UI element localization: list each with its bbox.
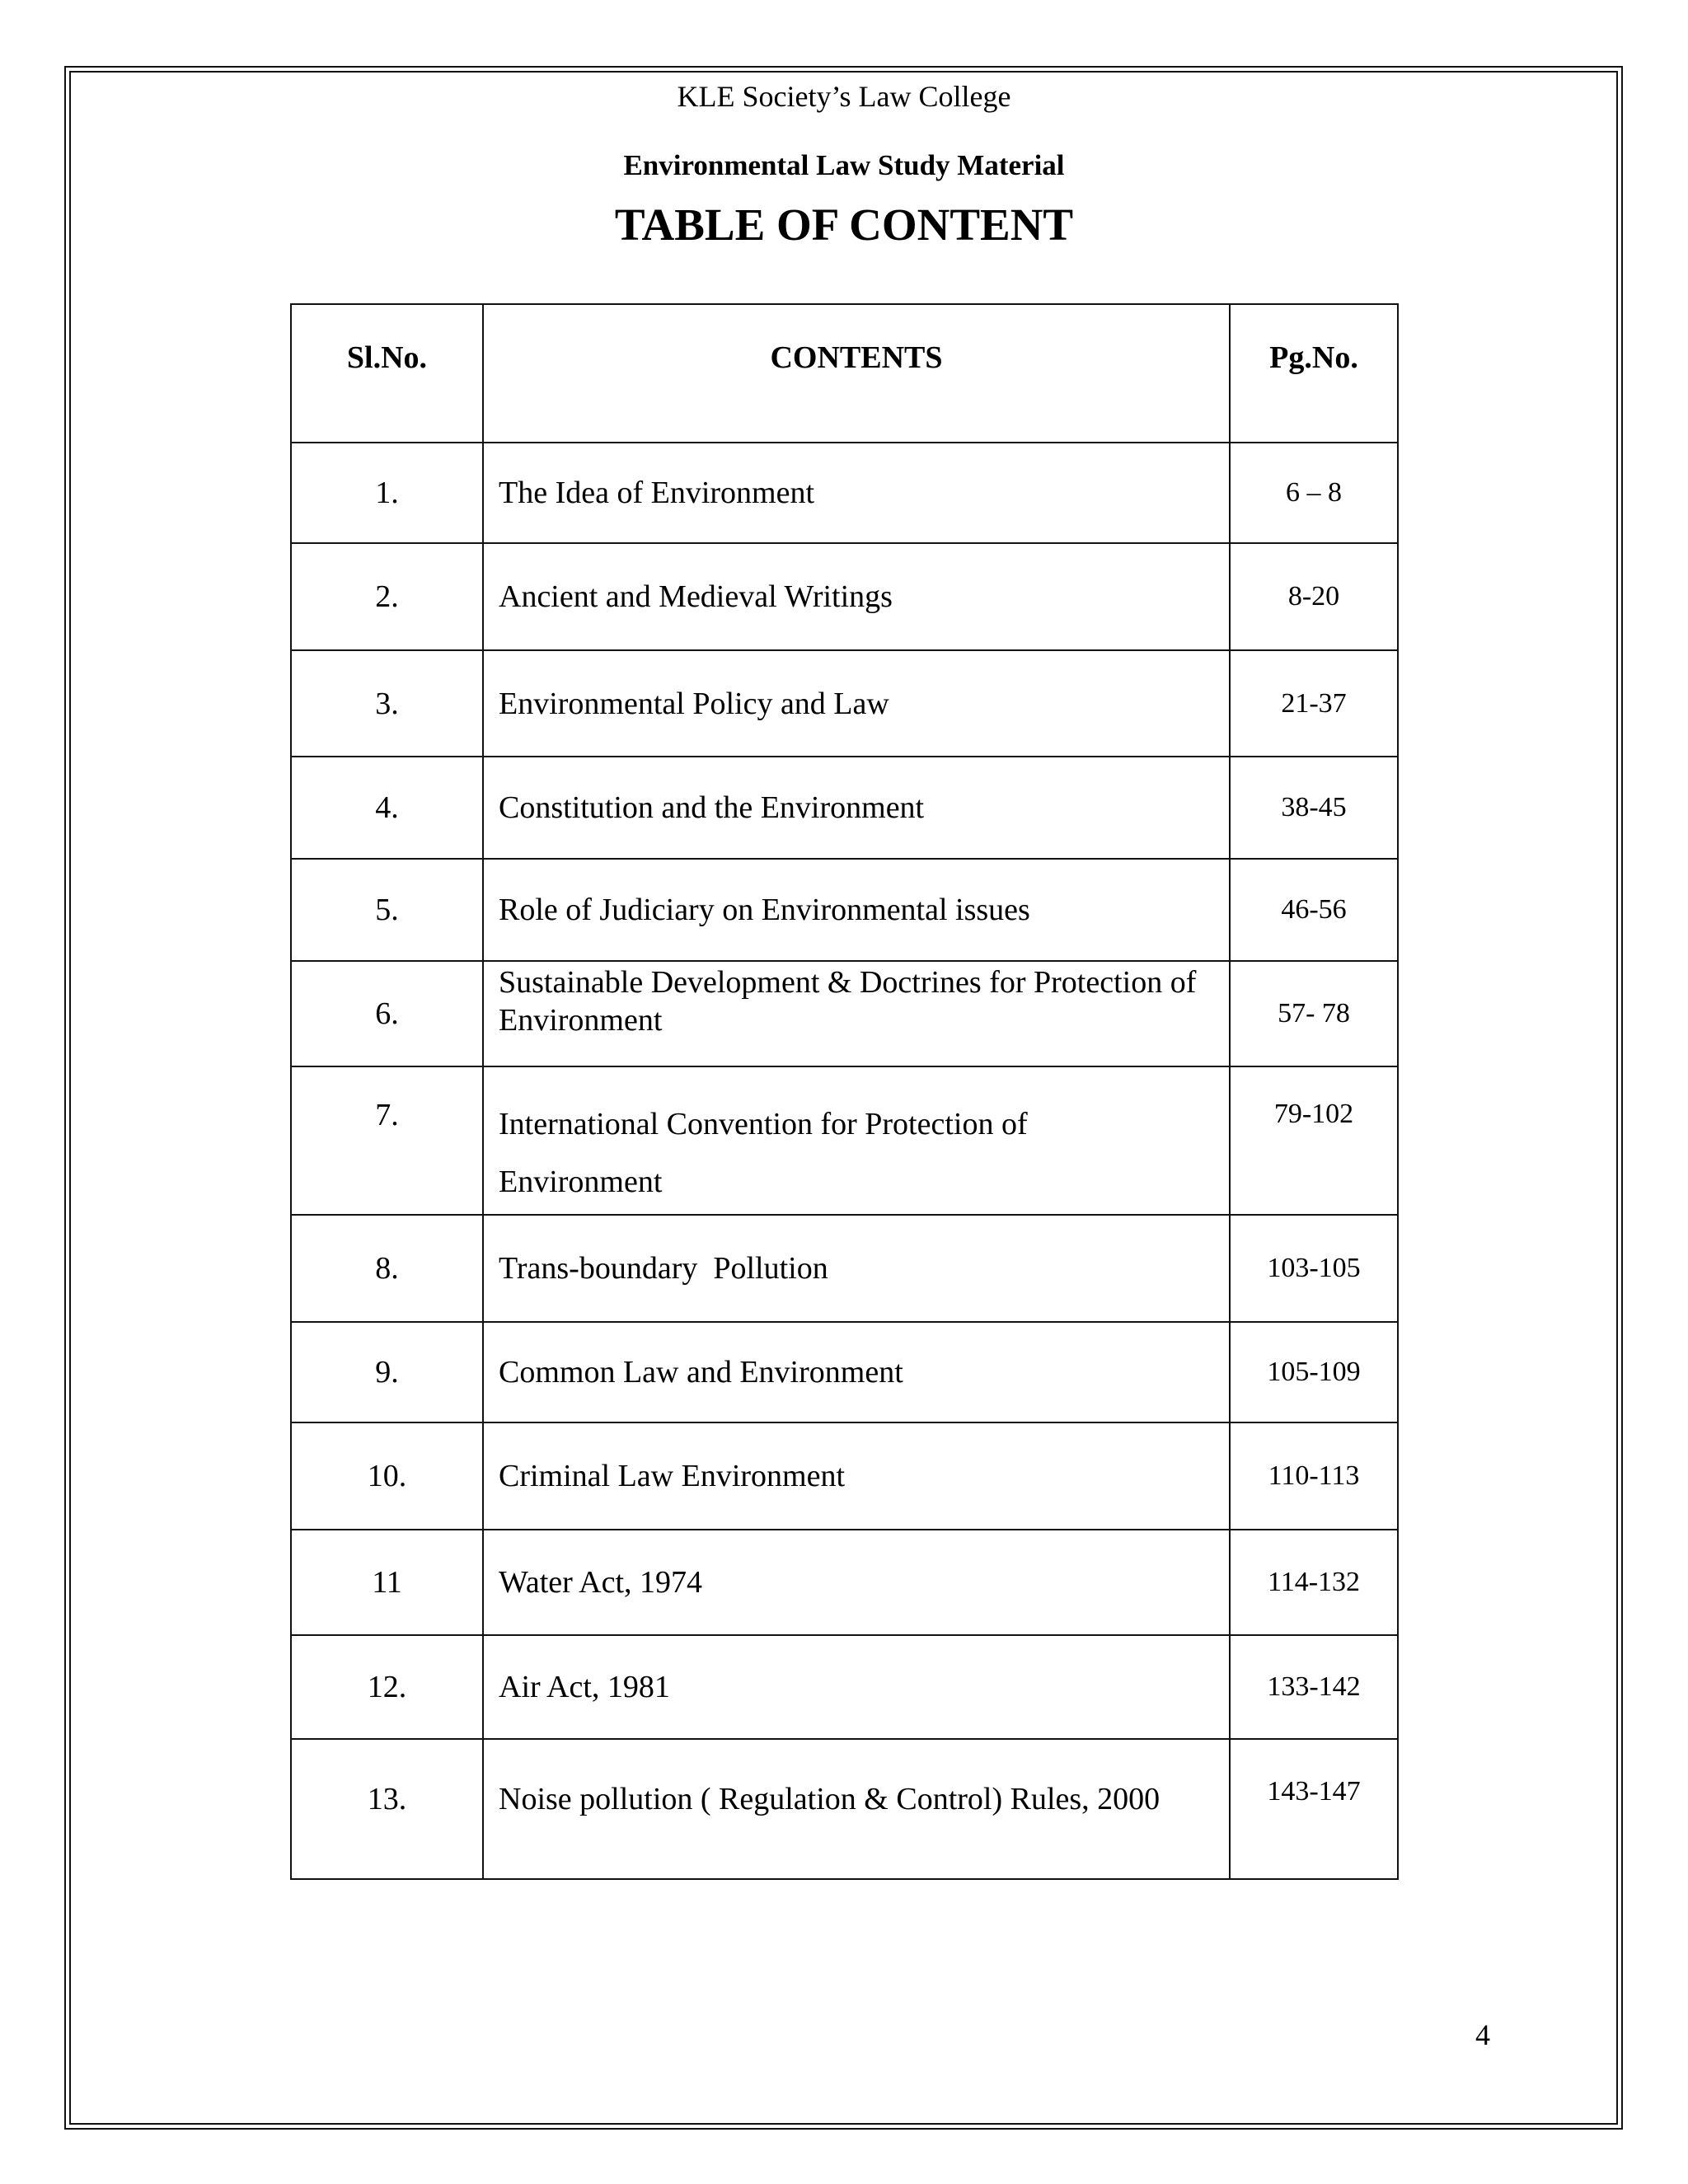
row-pages: 103-105 (1230, 1215, 1398, 1322)
table-row (291, 961, 1398, 1066)
column-header-pg-no: Pg.No. (1230, 304, 1398, 443)
row-content: Environmental Policy and Law (483, 650, 1230, 757)
row-number: 11 (291, 1530, 483, 1635)
row-content: Ancient and Medieval Writings (483, 543, 1230, 650)
row-pages: 110-113 (1230, 1422, 1398, 1530)
table-row (291, 443, 1398, 543)
document-subject: Environmental Law Study Material (623, 149, 1065, 181)
row-content: International Convention for Protection of Environment (483, 1066, 1230, 1215)
row-pages: 8-20 (1230, 543, 1398, 650)
row-number: 2. (291, 543, 483, 650)
row-content: Role of Judiciary on Environmental issues (483, 859, 1230, 961)
row-content: Common Law and Environment (483, 1322, 1230, 1422)
row-pages: 46-56 (1230, 859, 1398, 961)
table-row (291, 757, 1398, 859)
row-content: Noise pollution ( Regulation & Control) Rules, 2000 (483, 1739, 1230, 1879)
table-row (291, 859, 1398, 961)
row-content: Trans-boundary Pollution (483, 1215, 1230, 1322)
row-pages: 133-142 (1230, 1635, 1398, 1739)
row-number: 6. (291, 961, 483, 1066)
row-number: 12. (291, 1635, 483, 1739)
table-row (291, 1422, 1398, 1530)
row-number: 3. (291, 650, 483, 757)
table-row (291, 1322, 1398, 1422)
row-content: Air Act, 1981 (483, 1635, 1230, 1739)
table-row (291, 1215, 1398, 1322)
row-content: Sustainable Development & Doctrines for Protection of Environment (483, 961, 1230, 1066)
row-number: 8. (291, 1215, 483, 1322)
row-content: Water Act, 1974 (483, 1530, 1230, 1635)
table-row (291, 1066, 1398, 1215)
row-number: 10. (291, 1422, 483, 1530)
row-pages: 79-102 (1230, 1066, 1398, 1215)
column-header-contents: CONTENTS (483, 304, 1230, 443)
column-header-sl-no: Sl.No. (291, 304, 483, 443)
row-pages: 38-45 (1230, 757, 1398, 859)
page-title: TABLE OF CONTENT (614, 199, 1074, 250)
college-name: KLE Society’s Law College (677, 80, 1011, 113)
table-row (291, 1635, 1398, 1739)
row-number: 5. (291, 859, 483, 961)
table-row (291, 543, 1398, 650)
row-content: Constitution and the Environment (483, 757, 1230, 859)
row-number: 4. (291, 757, 483, 859)
row-content: The Idea of Environment (483, 443, 1230, 543)
row-content: Criminal Law Environment (483, 1422, 1230, 1530)
row-number: 9. (291, 1322, 483, 1422)
toc-table (290, 303, 1399, 1880)
row-number: 7. (291, 1066, 483, 1215)
row-pages: 57- 78 (1230, 961, 1398, 1066)
table-header-row (291, 304, 1398, 443)
row-pages: 143-147 (1230, 1739, 1398, 1879)
row-pages: 21-37 (1230, 650, 1398, 757)
row-number: 1. (291, 443, 483, 543)
table-row (291, 1530, 1398, 1635)
table-row (291, 1739, 1398, 1879)
table-row (291, 650, 1398, 757)
row-pages: 114-132 (1230, 1530, 1398, 1635)
row-pages: 6 – 8 (1230, 443, 1398, 543)
row-pages: 105-109 (1230, 1322, 1398, 1422)
row-number: 13. (291, 1739, 483, 1879)
page-number: 4 (1475, 2018, 1490, 2051)
